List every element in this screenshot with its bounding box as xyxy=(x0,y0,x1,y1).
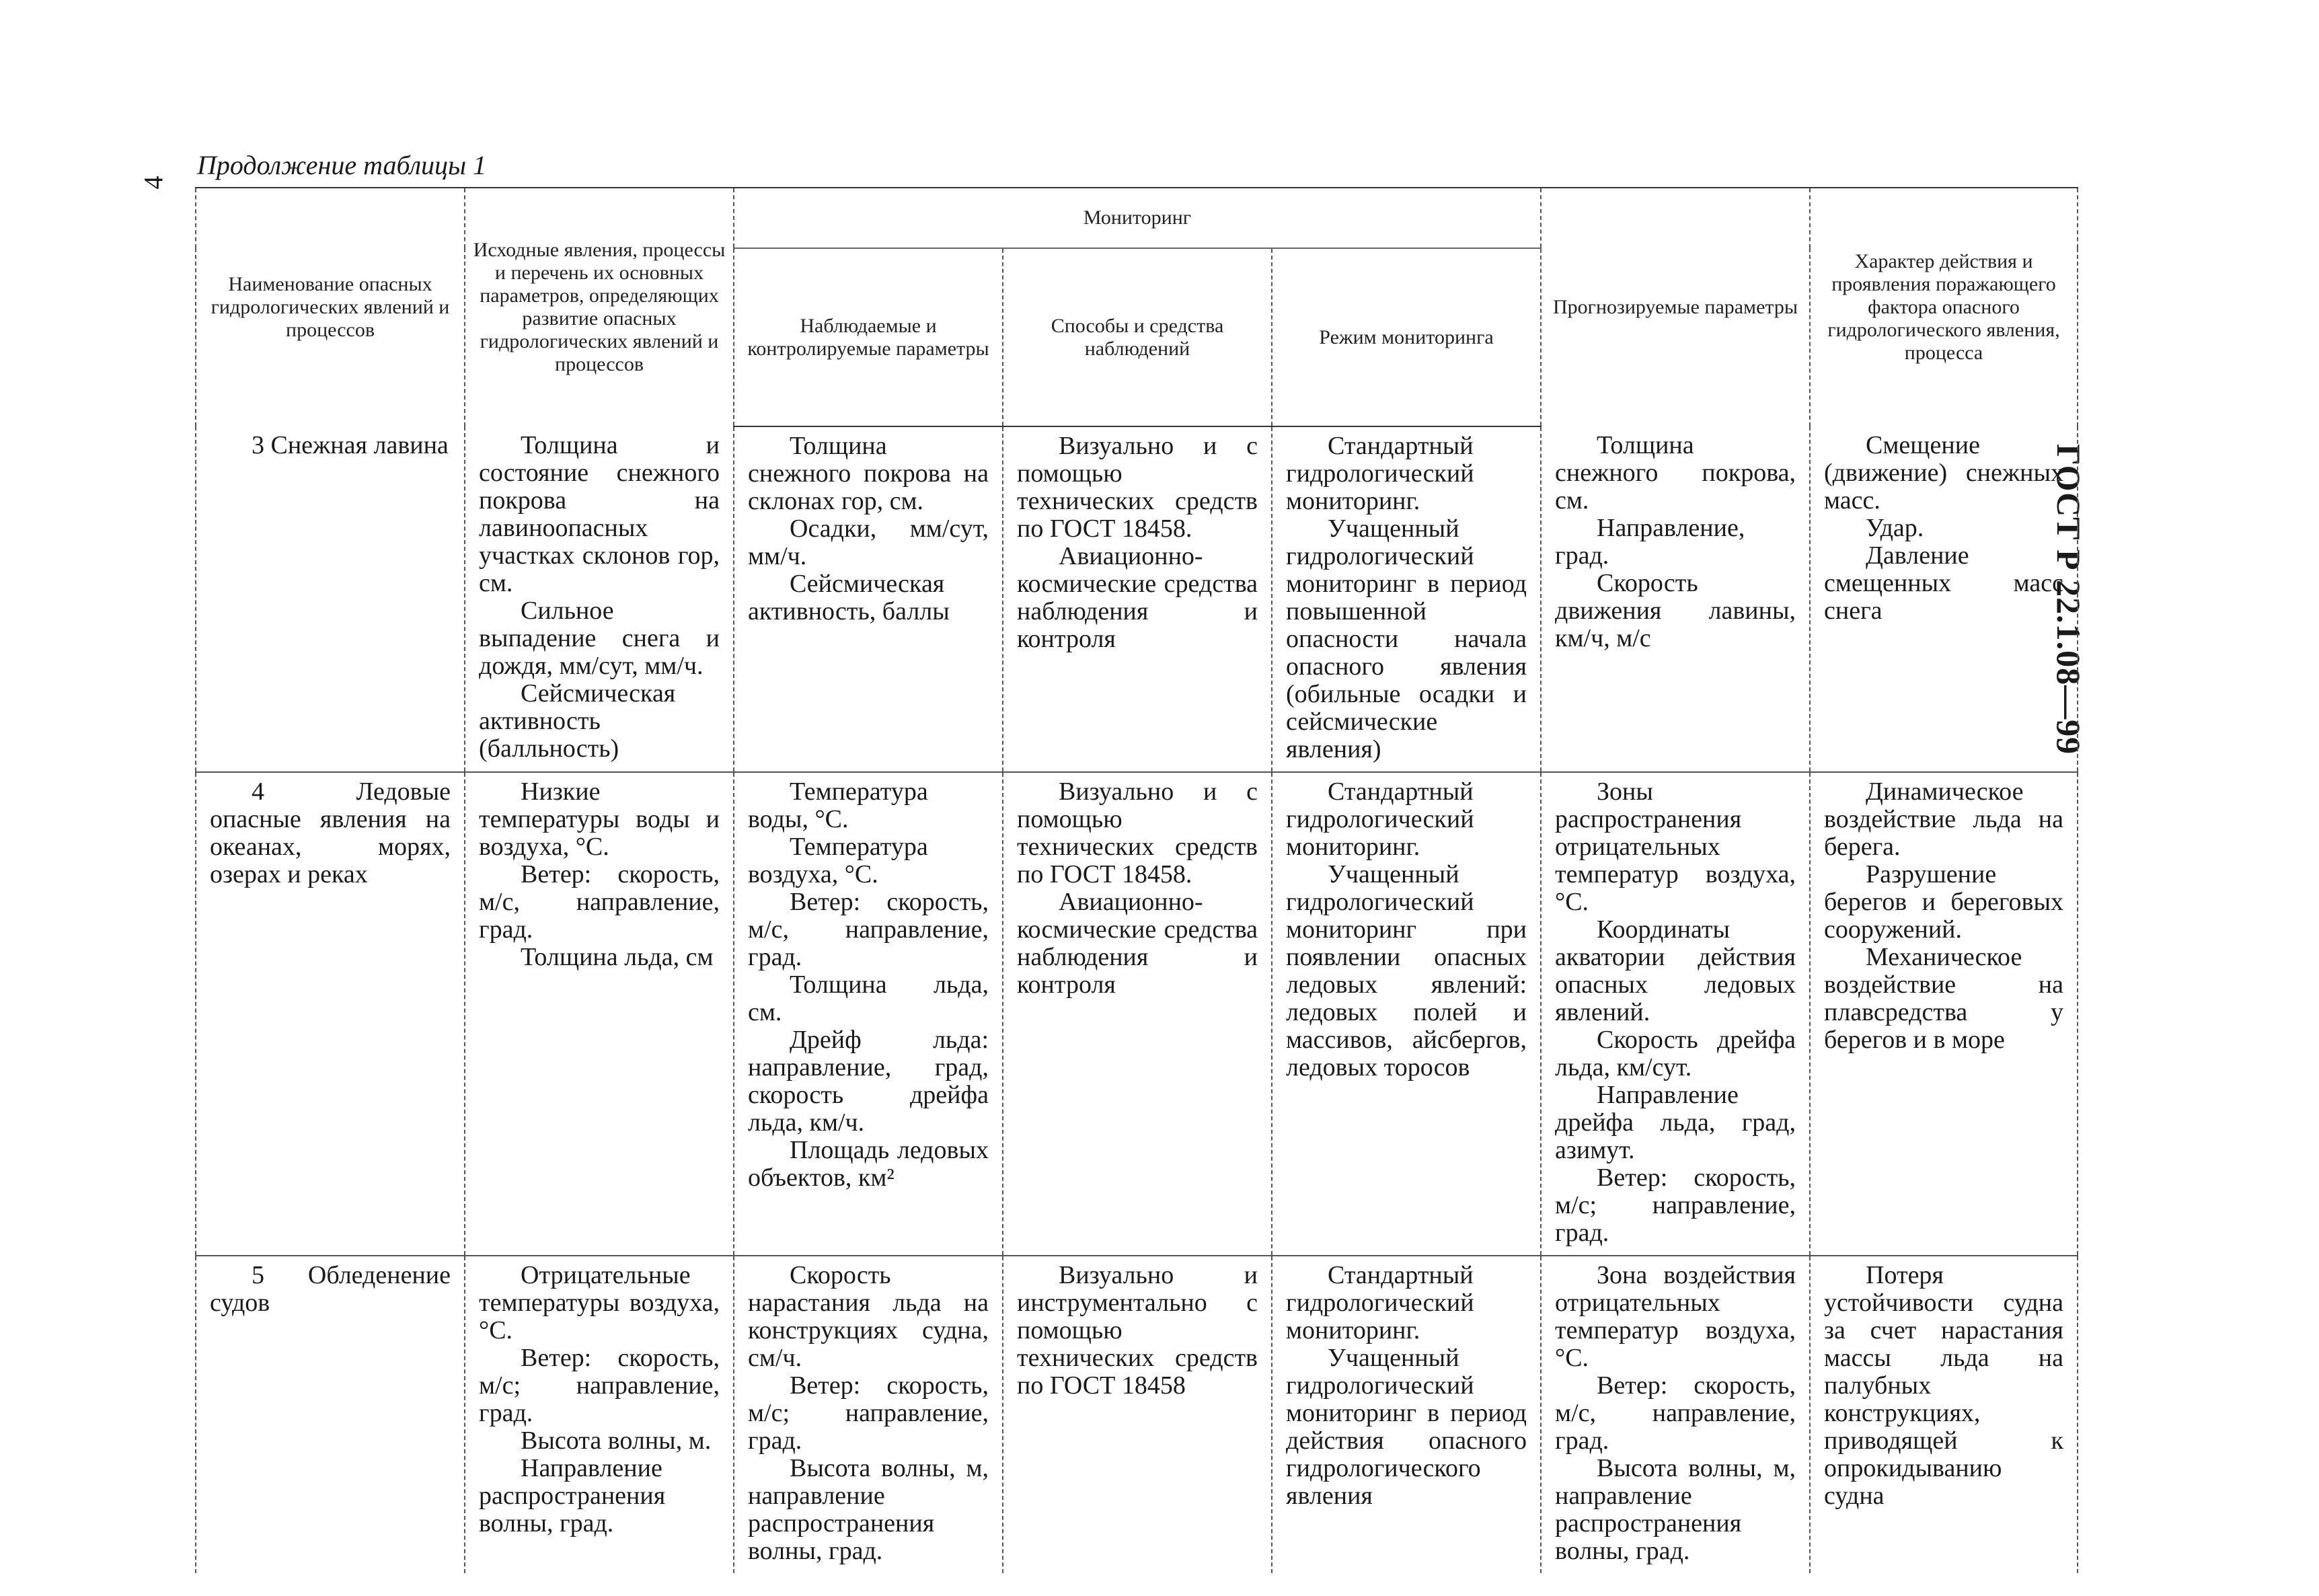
cell-methods xyxy=(1003,1256,1272,1573)
cell-forecast xyxy=(1541,772,1810,1256)
cell-paragraph: Скорость нарастания льда на конструкциях судна, см/ч. xyxy=(748,1261,989,1372)
cell-paragraph: Механическое воздействие на плавсредства у берегов и в море xyxy=(1824,943,2064,1054)
header-methods: Способы и средства наблюдений xyxy=(1003,248,1272,426)
cell-paragraph: Толщина льда, см. xyxy=(748,971,989,1026)
cell-methods xyxy=(1003,772,1272,1256)
cell-paragraph: Давление смещенных масс снега xyxy=(1824,541,2064,625)
cell-paragraph: Удар. xyxy=(1866,514,1924,542)
cell-paragraph: Разрушение берегов и береговых сооружений. xyxy=(1824,860,2064,944)
cell-paragraph: Ветер: скорость, м/с; направление, град. xyxy=(479,1344,720,1427)
header-character: Характер действия и проявления поражающего фактора опасного гидрологического явления, процесса xyxy=(1810,188,2078,426)
cell-paragraph: Сильное выпадение снега и дождя, мм/сут, мм/ч. xyxy=(479,597,720,680)
cell-source xyxy=(465,426,734,772)
cell-paragraph: Осадки, мм/сут, мм/ч. xyxy=(748,515,989,570)
cell-paragraph: 3 Снежная лавина xyxy=(252,431,449,459)
cell-paragraph: Направление дрейфа льда, град, азимут. xyxy=(1555,1081,1796,1164)
cell-paragraph: Сейсмическая активность, баллы xyxy=(748,570,950,625)
cell-mode xyxy=(1272,426,1541,772)
header-name: Наименование опасных гидрологических явлений и процессов xyxy=(196,188,465,426)
cell-paragraph: Потеря устойчивости судна за счет нарастания массы льда на палубных конструкциях, приводящей к опрокидыванию судна xyxy=(1824,1261,2064,1510)
cell-paragraph: Координаты акватории действия опасных ледовых явлений. xyxy=(1555,915,1796,1026)
cell-observed xyxy=(734,772,1003,1256)
cell-paragraph: Учащенный гидрологический мониторинг в период действия опасного гидрологического явления xyxy=(1286,1344,1527,1510)
hazard-table xyxy=(195,187,2078,1573)
cell-observed xyxy=(734,1256,1003,1573)
cell-paragraph: Ветер: скорость, м/с; направление, град. xyxy=(748,1371,989,1455)
document-code: ГОСТ Р 22.1.08—99 xyxy=(2050,444,2088,755)
cell-paragraph: 5 Обледенение судов xyxy=(210,1261,451,1317)
table-body xyxy=(196,426,2078,1573)
cell-source xyxy=(465,772,734,1256)
cell-mode xyxy=(1272,772,1541,1256)
cell-forecast xyxy=(1541,1256,1810,1573)
cell-paragraph: Сейсмическая активность (балльность) xyxy=(479,679,676,763)
cell-source xyxy=(465,1256,734,1573)
cell-methods xyxy=(1003,426,1272,772)
cell-paragraph: Толщина льда, см xyxy=(521,943,714,971)
cell-paragraph: Смещение (движение) снежных масс. xyxy=(1824,431,2064,515)
cell-character xyxy=(1810,1256,2078,1573)
cell-paragraph: Стандартный гидрологический мониторинг. xyxy=(1286,432,1474,515)
header-forecast: Прогнозируемые параметры xyxy=(1541,188,1810,426)
cell-paragraph: Высота волны, м. xyxy=(521,1427,712,1455)
cell-paragraph: Визуально и с помощью технических средств по ГОСТ 18458. xyxy=(1017,777,1258,888)
cell-paragraph: Толщина и состояние снежного покрова на лавиноопасных участках склонов гор, см. xyxy=(479,431,720,597)
cell-paragraph: Высота волны, м, направление распространения волны, град. xyxy=(748,1454,989,1565)
table-row xyxy=(196,1256,2078,1573)
cell-paragraph: Скорость движения лавины, км/ч, м/с xyxy=(1555,569,1796,652)
cell-paragraph: Температура воздуха, °С. xyxy=(748,833,928,888)
cell-paragraph: Зона воздействия отрицательных температур воздуха, °С. xyxy=(1555,1261,1796,1372)
cell-character xyxy=(1810,772,2078,1256)
cell-paragraph: Визуально и с помощью технических средств по ГОСТ 18458. xyxy=(1017,432,1258,543)
cell-paragraph: Ветер: скорость, м/с, направление, град. xyxy=(748,888,989,971)
header-monitoring: Мониторинг xyxy=(734,188,1541,248)
cell-paragraph: Температура воды, °С. xyxy=(748,777,928,833)
cell-paragraph: Зоны распространения отрицательных температур воздуха, °С. xyxy=(1555,777,1796,916)
cell-paragraph: Дрейф льда: направление, град, скорость дрейфа льда, км/ч. xyxy=(748,1026,989,1137)
cell-observed xyxy=(734,426,1003,772)
cell-paragraph: Толщина снежного покрова, см. xyxy=(1555,431,1796,515)
cell-paragraph: Площадь ледовых объектов, км² xyxy=(748,1136,989,1192)
cell-name xyxy=(196,772,465,1256)
cell-mode xyxy=(1272,1256,1541,1573)
cell-paragraph: Стандартный гидрологический мониторинг. xyxy=(1286,777,1474,861)
header-mode: Режим мониторинга xyxy=(1272,248,1541,426)
cell-paragraph: Высота волны, м, направление распространения волны, град. xyxy=(1555,1454,1796,1565)
cell-paragraph: Учащенный гидрологический мониторинг при появлении опасных ледовых явлений: ледовых полей и массивов, айсбергов, ледовых торосов xyxy=(1286,860,1527,1081)
cell-paragraph: Отрицательные температуры воздуха, °С. xyxy=(479,1261,720,1344)
cell-paragraph: Учащенный гидрологический мониторинг в период повышенной опасности начала опасного явления (обильные осадки и сейсмические явления) xyxy=(1286,515,1527,763)
cell-paragraph: Ветер: скорость, м/с, направление, град. xyxy=(479,860,720,944)
cell-name xyxy=(196,1256,465,1573)
cell-paragraph: Направление распространения волны, град. xyxy=(479,1454,666,1537)
table-caption: Продолжение таблицы 1 xyxy=(197,150,487,180)
cell-paragraph: Стандартный гидрологический мониторинг. xyxy=(1286,1261,1474,1344)
cell-name xyxy=(196,426,465,772)
cell-paragraph: Ветер: скорость, м/с, направление, град. xyxy=(1555,1371,1796,1455)
cell-paragraph: 4 Ледовые опасные явления на океанах, морях, озерах и реках xyxy=(210,777,451,888)
cell-paragraph: Визуально и инструментально с помощью технических средств по ГОСТ 18458 xyxy=(1017,1261,1258,1400)
table-row xyxy=(196,426,2078,772)
header-source: Исходные явления, процессы и перечень их основных параметров, определяющих развитие опасных гидрологических явлений и процессов xyxy=(465,188,734,426)
cell-paragraph: Направление, град. xyxy=(1555,514,1745,570)
cell-paragraph: Ветер: скорость, м/с; направление, град. xyxy=(1555,1164,1796,1247)
cell-character xyxy=(1810,426,2078,772)
table-row xyxy=(196,772,2078,1256)
cell-paragraph: Динамическое воздействие льда на берега. xyxy=(1824,777,2064,861)
page-number: 4 xyxy=(138,176,169,190)
cell-paragraph: Авиационно-космические средства наблюдения и контроля xyxy=(1017,542,1258,653)
cell-paragraph: Низкие температуры воды и воздуха, °С. xyxy=(479,777,720,861)
cell-paragraph: Скорость дрейфа льда, км/сут. xyxy=(1555,1026,1796,1081)
cell-paragraph: Толщина снежного покрова на склонах гор, см. xyxy=(748,432,989,515)
header-observed: Наблюдаемые и контролируемые параметры xyxy=(734,248,1003,426)
cell-forecast xyxy=(1541,426,1810,772)
cell-paragraph: Авиационно-космические средства наблюдения и контроля xyxy=(1017,888,1258,999)
